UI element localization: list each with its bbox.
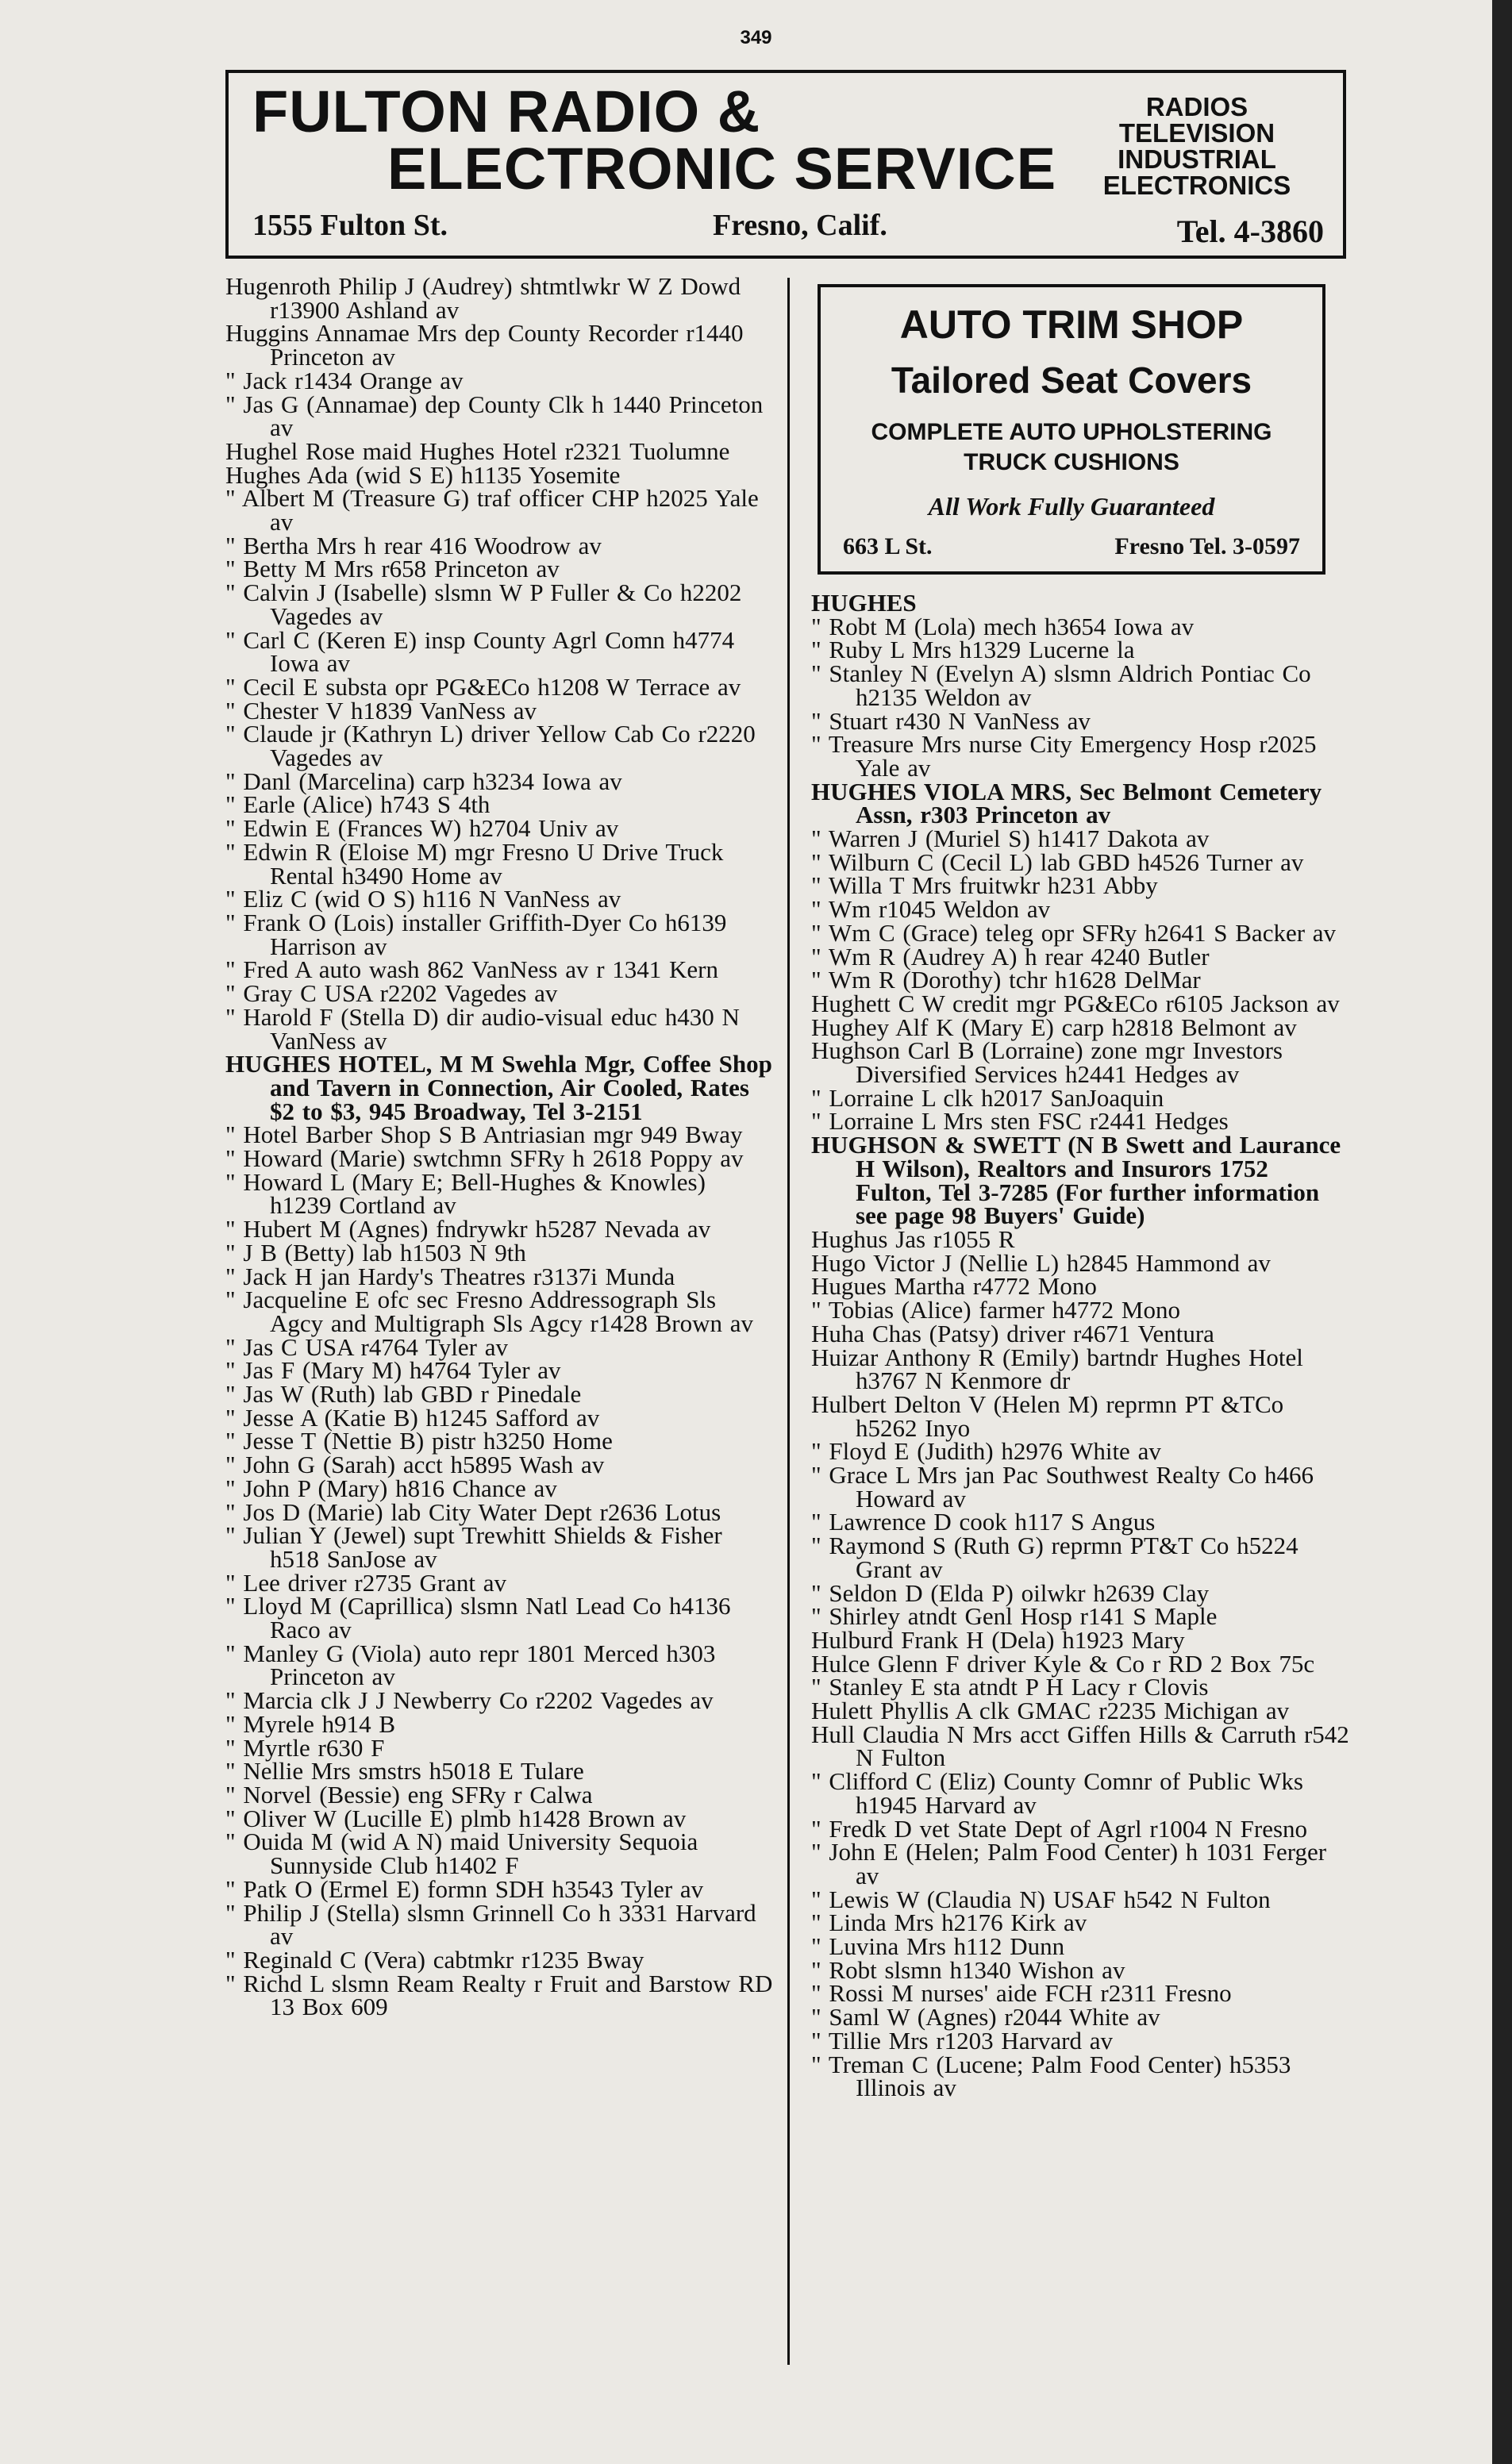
directory-entry: Huggins Annamae Mrs dep County Recorder r1440 Princeton av	[225, 319, 744, 371]
directory-entry: " Treman C (Lucene; Palm Food Center) h5353 Illinois av	[811, 2050, 1291, 2102]
directory-entry: " Myrele h914 B	[225, 1709, 396, 1738]
ad-business-name-line1: FULTON RADIO &	[252, 79, 761, 144]
directory-entry: " John G (Sarah) acct h5895 Wash av	[225, 1451, 605, 1479]
directory-entry: Hulett Phyllis A clk GMAC r2235 Michigan av	[811, 1697, 1290, 1725]
directory-entry: " Wilburn C (Cecil L) lab GBD h4526 Turner av	[811, 848, 1304, 876]
ad-service-item: ELECTRONICS	[1102, 171, 1291, 200]
directory-entry: " Jas C USA r4764 Tyler av	[225, 1332, 509, 1361]
ad-services-list	[1078, 94, 1316, 198]
directory-entry: " Lorraine L Mrs sten FSC r2441 Hedges	[811, 1107, 1229, 1136]
directory-entry: " Jack H jan Hardy's Theatres r3137i Munda	[225, 1262, 675, 1290]
directory-entry: " Myrtle r630 F	[225, 1733, 385, 1762]
directory-entry: " Fredk D vet State Dept of Agrl r1004 N Fresno	[811, 1814, 1308, 1843]
ad-business-name-line2: ELECTRONIC SERVICE	[387, 136, 1057, 202]
directory-entry: " Harold F (Stella D) dir audio-visual educ h430 N VanNess av	[225, 1002, 740, 1055]
directory-entry: " Rossi M nurses' aide FCH r2311 Fresno	[811, 1979, 1232, 2008]
directory-entry: " Saml W (Agnes) r2044 White av	[811, 2003, 1160, 2032]
directory-entry: " Norvel (Bessie) eng SFRy r Calwa	[225, 1781, 593, 1809]
directory-entry: " Robt M (Lola) mech h3654 Iowa av	[811, 612, 1195, 640]
directory-entry: " Jas G (Annamae) dep County Clk h 1440 Princeton av	[225, 390, 764, 442]
directory-entry: Hulburd Frank H (Dela) h1923 Mary	[811, 1625, 1185, 1654]
directory-entry: Huizar Anthony R (Emily) bartndr Hughes Hotel h3767 N Kenmore dr	[811, 1343, 1303, 1395]
ad2-service-line: COMPLETE AUTO UPHOLSTERING	[871, 419, 1272, 445]
directory-entry: " Ouida M (wid A N) maid University Sequoia Sunnyside Club h1402 F	[225, 1828, 698, 1880]
directory-entry: " Wm r1045 Weldon av	[811, 895, 1051, 924]
directory-entry: " Treasure Mrs nurse City Emergency Hosp r2025 Yale av	[811, 730, 1317, 782]
ad2-phone: Fresno Tel. 3-0597	[1114, 533, 1300, 559]
directory-entry: Huha Chas (Patsy) driver r4671 Ventura	[811, 1319, 1214, 1347]
directory-entry: " Linda Mrs h2176 Kirk av	[811, 1909, 1087, 1937]
directory-entry: " Warren J (Muriel S) h1417 Dakota av	[811, 825, 1210, 853]
directory-entry: " Manley G (Viola) auto repr 1801 Merced h303 Princeton av	[225, 1639, 716, 1691]
directory-entry: " Clifford C (Eliz) County Comnr of Public Wks h1945 Harvard av	[811, 1767, 1303, 1819]
directory-entry: " Jesse T (Nettie B) pistr h3250 Home	[225, 1427, 613, 1455]
ad2-guarantee: All Work Fully Guaranteed	[928, 492, 1215, 521]
directory-entry: Hugues Martha r4772 Mono	[811, 1272, 1097, 1301]
directory-entry: " Tillie Mrs r1203 Harvard av	[811, 2026, 1113, 2055]
directory-entry: " Frank O (Lois) installer Griffith-Dyer Co h6139 Harrison av	[225, 908, 727, 960]
directory-entry: HUGHES HOTEL, M M Swehla Mgr, Coffee Shop and Tavern in Connection, Air Cooled, Rates $2 to $3, 945 Broadway, Tel 3-2151	[225, 1050, 772, 1125]
directory-entry: " Claude jr (Kathryn L) driver Yellow Cab Co r2220 Vagedes av	[225, 720, 756, 772]
auto-trim-shop-ad	[818, 284, 1325, 575]
directory-entry: " Lee driver r2735 Grant av	[225, 1568, 507, 1597]
directory-entry: " Edwin E (Frances W) h2704 Univ av	[225, 814, 619, 843]
directory-entry: " Lewis W (Claudia N) USAF h542 N Fulton	[811, 1885, 1271, 1913]
ad2-title: AUTO TRIM SHOP	[899, 302, 1244, 347]
directory-entry: " Howard L (Mary E; Bell-Hughes & Knowles) h1239 Cortland av	[225, 1167, 706, 1220]
directory-entry: " Ruby L Mrs h1329 Lucerne la	[811, 636, 1135, 664]
directory-column-right	[811, 591, 1351, 2100]
directory-entry: HUGHES	[811, 589, 917, 617]
directory-entry: " Fred A auto wash 862 VanNess av r 1341 Kern	[225, 955, 719, 984]
directory-entry: " Jesse A (Katie B) h1245 Safford av	[225, 1403, 600, 1432]
directory-entry: " Reginald C (Vera) cabtmkr r1235 Bway	[225, 1945, 644, 1974]
directory-entry: Hulce Glenn F driver Kyle & Co r RD 2 Box 75c	[811, 1649, 1315, 1678]
directory-entry: " Jacqueline E ofc sec Fresno Addressograph Sls Agcy and Multigraph Sls Agcy r1428 Brown av	[225, 1286, 753, 1337]
ad-city: Fresno, Calif.	[713, 209, 887, 242]
directory-entry: " Philip J (Stella) slsmn Grinnell Co h 3331 Harvard av	[225, 1898, 756, 1951]
ad2-services	[821, 417, 1322, 478]
directory-entry: " J B (Betty) lab h1503 N 9th	[225, 1238, 526, 1267]
directory-entry: " Eliz C (wid O S) h116 N VanNess av	[225, 885, 621, 913]
directory-entry: Hughus Jas r1055 R	[811, 1224, 1015, 1253]
directory-entry: " Jos D (Marie) lab City Water Dept r2636 Lotus	[225, 1497, 721, 1526]
directory-entry: " Lawrence D cook h117 S Angus	[811, 1508, 1156, 1536]
directory-column-left	[225, 272, 773, 2021]
directory-entry: " Earle (Alice) h743 S 4th	[225, 790, 491, 819]
directory-entry: " Patk O (Ermel E) formn SDH h3543 Tyler av	[225, 1874, 704, 1903]
directory-entry: " Cecil E substa opr PG&ECo h1208 W Terrace av	[225, 672, 741, 701]
directory-entry: " Raymond S (Ruth G) reprmn PT&T Co h5224 Grant av	[811, 1532, 1298, 1583]
directory-entry: " Marcia clk J J Newberry Co r2202 Vagedes av	[225, 1686, 714, 1715]
directory-entry: Hughson Carl B (Lorraine) zone mgr Investors Diversified Services h2441 Hedges av	[811, 1036, 1283, 1089]
directory-entry: " Howard (Marie) swtchmn SFRy h 2618 Poppy av	[225, 1144, 744, 1173]
directory-entry: " Luvina Mrs h112 Dunn	[811, 1932, 1065, 1961]
directory-entry: Hulbert Delton V (Helen M) reprmn PT &TCo h5262 Inyo	[811, 1390, 1284, 1442]
directory-entry: " Robt slsmn h1340 Wishon av	[811, 1955, 1125, 1984]
directory-entry: " Wm R (Audrey A) h rear 4240 Butler	[811, 942, 1210, 971]
directory-entry: " Edwin R (Eloise M) mgr Fresno U Drive Truck Rental h3490 Home av	[225, 837, 724, 890]
directory-entry: " Tobias (Alice) farmer h4772 Mono	[811, 1296, 1180, 1324]
directory-entry: Hughett C W credit mgr PG&ECo r6105 Jackson av	[811, 989, 1340, 1017]
ad-service-item: RADIOS	[1145, 92, 1248, 121]
directory-entry: " Seldon D (Elda P) oilwkr h2639 Clay	[811, 1578, 1210, 1607]
directory-entry: HUGHES VIOLA MRS, Sec Belmont Cemetery Assn, r303 Princeton av	[811, 777, 1322, 829]
directory-entry: " Julian Y (Jewel) supt Trewhitt Shields & Fisher h518 SanJose av	[225, 1521, 722, 1573]
ad2-service-line: TRUCK CUSHIONS	[964, 449, 1179, 475]
directory-entry: " John E (Helen; Palm Food Center) h 1031 Ferger av	[811, 1838, 1327, 1889]
directory-entry: " Stuart r430 N VanNess av	[811, 706, 1091, 735]
directory-entry: Hugenroth Philip J (Audrey) shtmtlwkr W Z Dowd r13900 Ashland av	[225, 272, 741, 324]
page-number: 349	[740, 27, 772, 48]
directory-entry: " Lloyd M (Caprillica) slsmn Natl Lead Co h4136 Raco av	[225, 1592, 731, 1644]
directory-entry: Hull Claudia N Mrs acct Giffen Hills & Carruth r542 N Fulton	[811, 1720, 1349, 1772]
directory-entry: Hughes Ada (wid S E) h1135 Yosemite	[225, 460, 621, 489]
column-divider	[787, 278, 790, 2365]
directory-entry: Hughel Rose maid Hughes Hotel r2321 Tuolumne	[225, 436, 730, 465]
directory-entry: " Willa T Mrs fruitwkr h231 Abby	[811, 871, 1158, 900]
directory-entry: " Danl (Marcelina) carp h3234 Iowa av	[225, 767, 622, 795]
ad-service-item: TELEVISION	[1118, 118, 1275, 148]
directory-entry: " Carl C (Keren E) insp County Agrl Comn h4774 Iowa av	[225, 625, 735, 678]
directory-entry: " Hubert M (Agnes) fndrywkr h5287 Nevada av	[225, 1215, 711, 1244]
directory-entry: " Stanley E sta atndt P H Lacy r Clovis	[811, 1673, 1209, 1701]
directory-entry: " Calvin J (Isabelle) slsmn W P Fuller & Co h2202 Vagedes av	[225, 579, 742, 630]
scan-edge	[1492, 0, 1512, 2464]
ad-phone: Tel. 4-3860	[1176, 213, 1324, 249]
directory-entry: HUGHSON & SWETT (N B Swett and Laurance H Wilson), Realtors and Insurors 1752 Fulton, Tel 3-7285 (For further information see page 98 Buyers' Guide)	[811, 1131, 1341, 1230]
ad2-address: 663 L St.	[843, 533, 933, 559]
directory-entry: " Jas F (Mary M) h4764 Tyler av	[225, 1356, 561, 1385]
directory-entry: " Wm R (Dorothy) tchr h1628 DelMar	[811, 966, 1201, 994]
directory-entry: " Floyd E (Judith) h2976 White av	[811, 1437, 1161, 1466]
directory-entry: " Nellie Mrs smstrs h5018 E Tulare	[225, 1757, 584, 1786]
ad-address: 1555 Fulton St.	[252, 209, 448, 242]
directory-entry: " Albert M (Treasure G) traf officer CHP h2025 Yale av	[225, 484, 759, 536]
directory-entry: " John P (Mary) h816 Chance av	[225, 1474, 557, 1502]
directory-entry: " Richd L slsmn Ream Realty r Fruit and Barstow RD 13 Box 609	[225, 1969, 773, 2021]
directory-entry: " Hotel Barber Shop S B Antriasian mgr 949 Bway	[225, 1121, 743, 1149]
directory-entry: " Lorraine L clk h2017 SanJoaquin	[811, 1083, 1164, 1112]
directory-entry: " Gray C USA r2202 Vagedes av	[225, 979, 558, 1008]
directory-entry: " Wm C (Grace) teleg opr SFRy h2641 S Backer av	[811, 918, 1337, 947]
ad-service-item: INDUSTRIAL	[1118, 144, 1276, 174]
directory-entry: Hugo Victor J (Nellie L) h2845 Hammond av	[811, 1248, 1271, 1277]
directory-entry: " Shirley atndt Genl Hosp r141 S Maple	[811, 1602, 1218, 1631]
directory-entry: " Chester V h1839 VanNess av	[225, 696, 537, 725]
directory-entry: " Jas W (Ruth) lab GBD r Pinedale	[225, 1380, 582, 1409]
ad2-subtitle: Tailored Seat Covers	[891, 359, 1252, 401]
directory-entry: " Betty M Mrs r658 Princeton av	[225, 555, 560, 583]
directory-entry: " Grace L Mrs jan Pac Southwest Realty Co h466 Howard av	[811, 1461, 1314, 1513]
fulton-radio-ad	[225, 70, 1346, 259]
directory-entry: " Oliver W (Lucille E) plmb h1428 Brown av	[225, 1804, 687, 1832]
directory-entry: Hughey Alf K (Mary E) carp h2818 Belmont av	[811, 1013, 1297, 1041]
directory-entry: " Bertha Mrs h rear 416 Woodrow av	[225, 531, 602, 559]
directory-entry: " Stanley N (Evelyn A) slsmn Aldrich Pontiac Co h2135 Weldon av	[811, 659, 1311, 711]
directory-entry: " Jack r1434 Orange av	[225, 366, 464, 394]
